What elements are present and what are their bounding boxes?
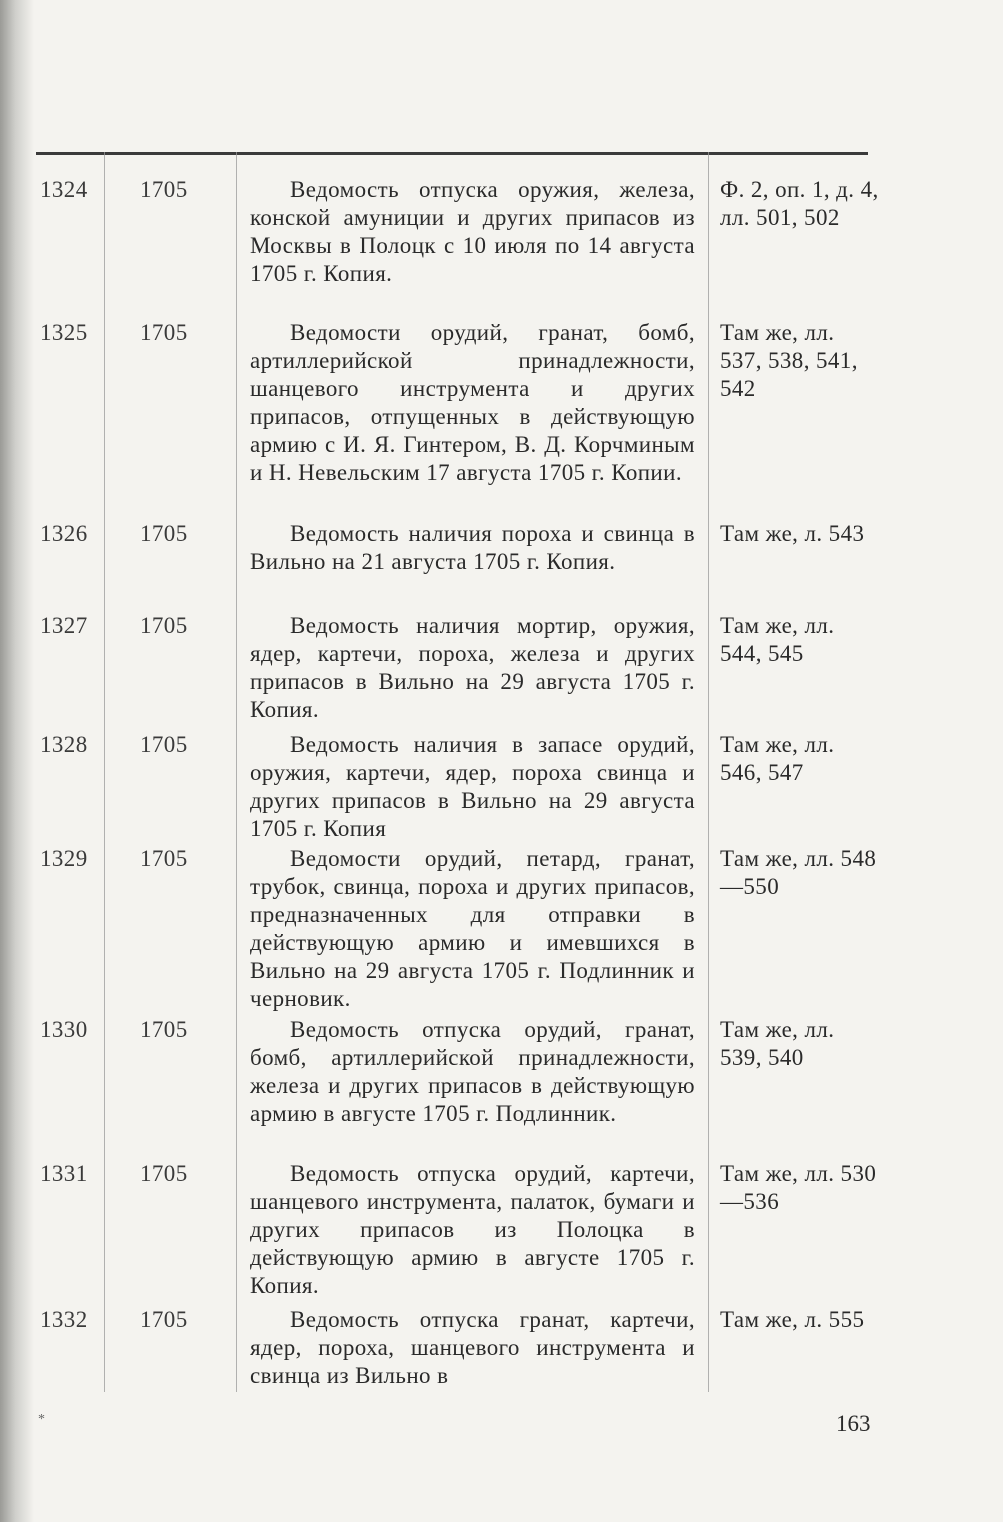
entry-number: 1324 [40,177,88,202]
column-divider [708,152,709,1392]
entry-number: 1328 [40,732,88,757]
entry-year: 1705 [140,846,188,871]
entry-description: Ведомость наличия в запасе орудий, оружия, картечи, ядер, пороха свинца и других припасов в Вильно на 29 августа 1705 г. Копия [250,732,695,841]
entry-number: 1330 [40,1017,88,1042]
page-number: 163 [836,1411,871,1436]
entry-description: Ведомость отпуска гранат, картечи, ядер, пороха, шанцевого инструмента и свинца из Вильно в [250,1307,695,1388]
asterisk-mark: * [38,1412,45,1427]
entry-number: 1331 [40,1161,88,1186]
column-divider [104,152,105,1392]
entry-year: 1705 [140,320,188,345]
entry-reference: Там же, лл. 530—536 [720,1161,877,1214]
entry-reference: Там же, лл. 546, 547 [720,732,835,785]
entry-year: 1705 [140,732,188,757]
entry-description: Ведомости орудий, гранат, бомб, артиллерийской принадлежности, шанцевого инструмента и других припасов, отпущенных в действующую армию с И. Я. Гинтером, В. Д. Корчминым и Н. Невельским 17 августа 1705 г. Копии. [250,320,695,485]
entry-year: 1705 [140,1307,188,1332]
book-spine-shadow [0,0,34,1522]
entry-year: 1705 [140,177,188,202]
entry-reference: Там же, лл. 544, 545 [720,613,835,666]
entry-number: 1325 [40,320,88,345]
entry-year: 1705 [140,521,188,546]
entry-year: 1705 [140,1017,188,1042]
entry-description: Ведомость отпуска оружия, железа, конской амуниции и других припасов из Москвы в Полоцк с 10 июля по 14 августа 1705 г. Копия. [250,177,695,286]
entry-number: 1332 [40,1307,88,1332]
entry-description: Ведомость отпуска орудий, картечи, шанцевого инструмента, палаток, бумаги и других припасов из Полоцка в действующую армию в августе 1705 г. Копия. [250,1161,695,1298]
entry-reference: Там же, лл. 548—550 [720,846,877,899]
table-header-rule [36,152,868,155]
entry-description: Ведомость наличия мортир, оружия, ядер, картечи, пороха, железа и других припасов в Вильно на 29 августа 1705 г. Копия. [250,613,695,722]
entry-reference: Там же, лл. 539, 540 [720,1017,835,1070]
entry-number: 1326 [40,521,88,546]
entry-year: 1705 [140,1161,188,1186]
entry-description: Ведомость наличия пороха и свинца в Вильно на 21 августа 1705 г. Копия. [250,521,695,574]
entry-reference: Там же, л. 555 [720,1307,865,1332]
entry-year: 1705 [140,613,188,638]
entry-description: Ведомости орудий, петард, гранат, трубок, свинца, пороха и других припасов, предназначенных для отправки в действующую армию и имевшихся в Вильно на 29 августа 1705 г. Подлинник и черновик. [250,846,695,1011]
entry-reference: Там же, л. 543 [720,521,865,546]
entry-reference: Там же, лл. 537, 538, 541, 542 [720,320,858,401]
entry-reference: Ф. 2, оп. 1, д. 4, лл. 501, 502 [720,177,879,230]
entry-number: 1327 [40,613,88,638]
column-divider [236,152,237,1392]
entry-number: 1329 [40,846,88,871]
entry-description: Ведомость отпуска орудий, гранат, бомб, артиллерийской принадлежности, железа и других припасов в действующую армию в августе 1705 г. Подлинник. [250,1017,695,1126]
